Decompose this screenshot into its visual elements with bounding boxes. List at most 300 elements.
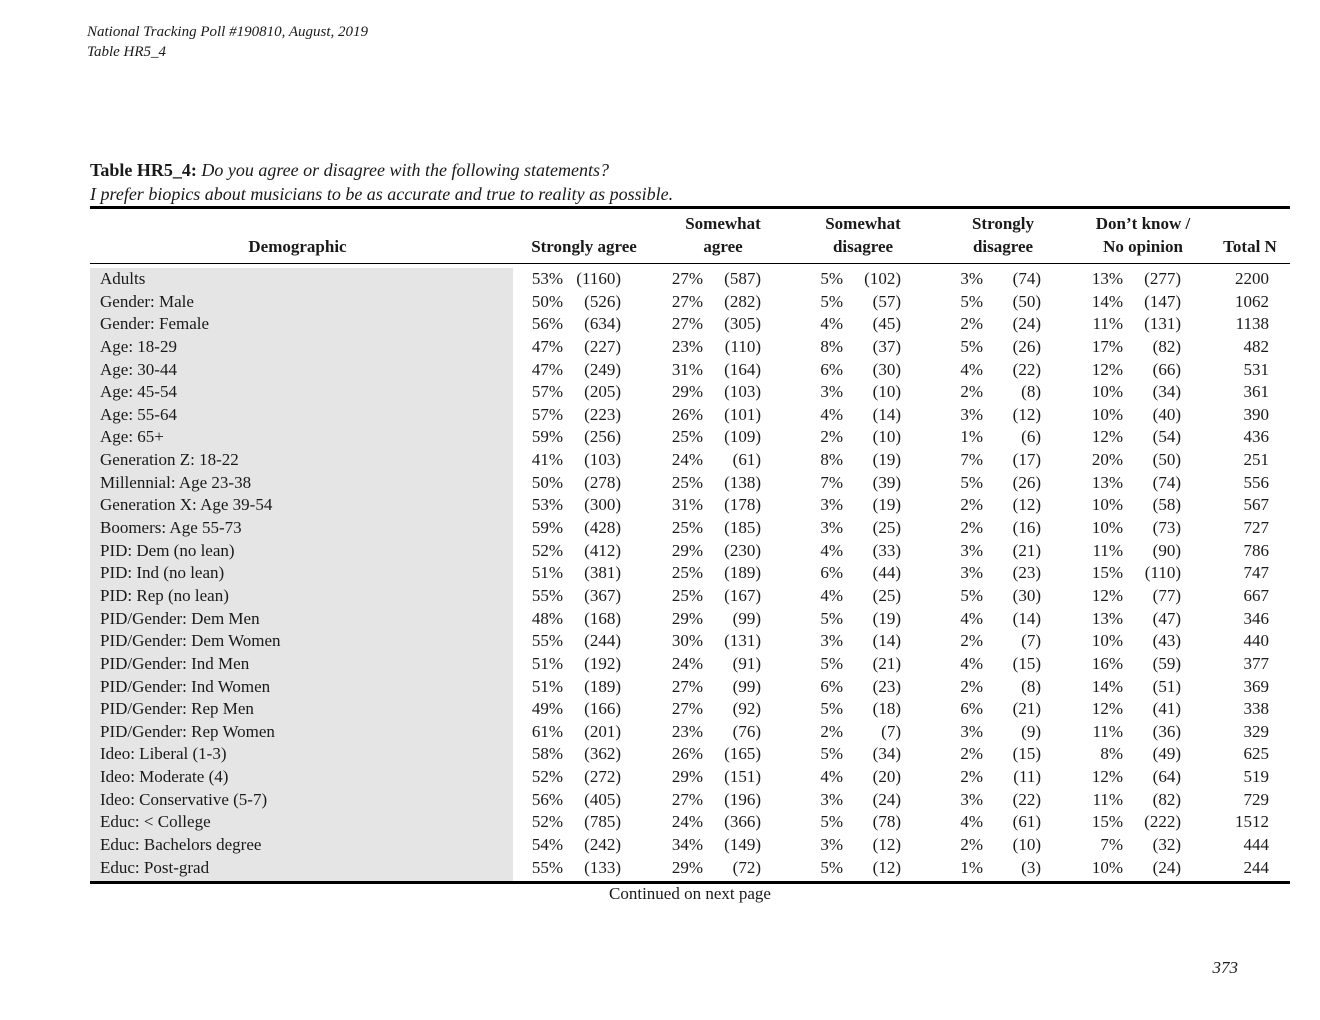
- strongly-disagree-n: (74): [1012, 269, 1041, 288]
- somewhat-disagree-n: (39): [872, 472, 901, 492]
- col-strongly-disagree-line2: disagree: [972, 237, 1034, 256]
- somewhat-disagree-n: (20): [872, 767, 901, 787]
- somewhat-agree-pct: 27%: [671, 676, 703, 696]
- total-n: 244: [1243, 857, 1269, 877]
- strongly-agree-n: (242): [584, 835, 621, 855]
- dont-know-pct: 8%: [1100, 744, 1123, 764]
- somewhat-disagree-pct: 4%: [820, 767, 843, 787]
- dont-know-n: (82): [1152, 336, 1181, 356]
- row-label: PID/Gender: Dem Men: [100, 608, 260, 628]
- dont-know-pct: 15%: [1091, 812, 1123, 832]
- strongly-disagree-n: (14): [1012, 608, 1041, 628]
- dont-know-n: (54): [1152, 427, 1181, 447]
- somewhat-agree-pct: 29%: [671, 382, 703, 402]
- row-label: Millennial: Age 23-38: [100, 472, 252, 492]
- table-body: [90, 268, 1290, 879]
- strongly-disagree-pct: 5%: [960, 472, 983, 492]
- somewhat-agree-n: (164): [724, 359, 761, 379]
- strongly-disagree-pct: 2%: [960, 676, 983, 696]
- strongly-disagree-n: (10): [1012, 835, 1041, 855]
- somewhat-agree-pct: 27%: [671, 269, 703, 288]
- strongly-agree-n: (381): [584, 563, 621, 583]
- strongly-disagree-n: (30): [1012, 585, 1041, 605]
- dont-know-n: (47): [1152, 608, 1181, 628]
- strongly-agree-pct: 53%: [531, 269, 563, 288]
- dont-know-pct: 13%: [1091, 608, 1123, 628]
- dont-know-pct: 12%: [1091, 427, 1123, 447]
- somewhat-agree-n: (109): [724, 427, 761, 447]
- table-row: [90, 426, 1290, 449]
- total-n: 482: [1243, 336, 1269, 356]
- table-row: [90, 743, 1290, 766]
- dont-know-pct: 12%: [1091, 585, 1123, 605]
- strongly-agree-n: (362): [584, 744, 621, 764]
- somewhat-agree-n: (61): [732, 450, 761, 470]
- somewhat-disagree-pct: 8%: [820, 450, 843, 470]
- somewhat-disagree-pct: 5%: [820, 653, 843, 673]
- somewhat-agree-pct: 25%: [671, 427, 703, 447]
- table-row: [90, 789, 1290, 812]
- strongly-disagree-n: (21): [1012, 540, 1041, 560]
- strongly-disagree-n: (8): [1021, 382, 1041, 402]
- somewhat-disagree-n: (34): [872, 744, 901, 764]
- col-demographic: Demographic: [248, 237, 347, 256]
- somewhat-disagree-n: (78): [872, 812, 901, 832]
- dont-know-pct: 10%: [1091, 382, 1123, 402]
- col-somewhat-disagree-line2: disagree: [832, 237, 894, 256]
- strongly-disagree-n: (9): [1021, 721, 1041, 741]
- strongly-disagree-n: (8): [1021, 676, 1041, 696]
- total-n: 1138: [1235, 314, 1269, 334]
- dont-know-n: (82): [1152, 789, 1181, 809]
- strongly-agree-pct: 53%: [531, 495, 563, 515]
- table-row: [90, 449, 1290, 472]
- col-somewhat-agree-line1: Somewhat: [685, 214, 761, 233]
- somewhat-disagree-n: (45): [872, 314, 901, 334]
- strongly-disagree-pct: 2%: [960, 835, 983, 855]
- somewhat-agree-pct: 24%: [671, 812, 703, 832]
- table-row: [90, 653, 1290, 676]
- top-rule: [90, 206, 1290, 209]
- somewhat-agree-pct: 24%: [671, 653, 703, 673]
- strongly-agree-n: (133): [584, 857, 621, 877]
- strongly-agree-pct: 55%: [531, 857, 563, 877]
- dont-know-pct: 16%: [1091, 653, 1123, 673]
- somewhat-agree-n: (151): [724, 767, 761, 787]
- somewhat-agree-n: (230): [724, 540, 761, 560]
- dont-know-pct: 12%: [1091, 699, 1123, 719]
- somewhat-disagree-pct: 2%: [820, 721, 843, 741]
- somewhat-disagree-pct: 3%: [820, 789, 843, 809]
- somewhat-agree-n: (149): [724, 835, 761, 855]
- table-row: [90, 721, 1290, 744]
- col-strongly-agree: Strongly agree: [531, 237, 637, 256]
- somewhat-disagree-n: (10): [872, 427, 901, 447]
- total-n: 729: [1243, 789, 1269, 809]
- col-dont-know-line1: Don’t know /: [1095, 214, 1191, 233]
- strongly-agree-pct: 54%: [531, 835, 563, 855]
- somewhat-agree-n: (185): [724, 518, 761, 538]
- strongly-agree-n: (1160): [576, 269, 621, 288]
- dont-know-n: (131): [1144, 314, 1181, 334]
- strongly-agree-pct: 47%: [531, 336, 563, 356]
- strongly-disagree-pct: 3%: [960, 721, 983, 741]
- row-label: PID: Rep (no lean): [100, 585, 229, 605]
- table-row: [90, 630, 1290, 653]
- strongly-agree-n: (256): [584, 427, 621, 447]
- table-question: Do you agree or disagree with the following statements?: [201, 160, 609, 180]
- col-somewhat-agree-line2: agree: [703, 237, 743, 256]
- total-n: 390: [1243, 404, 1269, 424]
- strongly-agree-pct: 55%: [531, 631, 563, 651]
- strongly-agree-pct: 56%: [531, 789, 563, 809]
- col-total-n: Total N: [1223, 237, 1277, 256]
- dont-know-pct: 11%: [1092, 540, 1123, 560]
- somewhat-agree-pct: 25%: [671, 518, 703, 538]
- strongly-agree-pct: 57%: [531, 404, 563, 424]
- somewhat-agree-pct: 27%: [671, 699, 703, 719]
- somewhat-disagree-pct: 3%: [820, 518, 843, 538]
- table-row: [90, 494, 1290, 517]
- somewhat-disagree-pct: 5%: [820, 291, 843, 311]
- row-label: Educ: Post-grad: [100, 857, 210, 877]
- strongly-agree-pct: 59%: [531, 518, 563, 538]
- table-row: [90, 268, 1290, 291]
- row-label: Adults: [100, 269, 146, 288]
- dont-know-pct: 7%: [1100, 835, 1123, 855]
- somewhat-agree-pct: 29%: [671, 767, 703, 787]
- total-n: 667: [1243, 585, 1269, 605]
- somewhat-disagree-pct: 4%: [820, 404, 843, 424]
- strongly-disagree-n: (6): [1021, 427, 1041, 447]
- strongly-agree-pct: 56%: [531, 314, 563, 334]
- dont-know-n: (24): [1152, 857, 1181, 877]
- somewhat-disagree-pct: 5%: [820, 744, 843, 764]
- strongly-disagree-n: (24): [1012, 314, 1041, 334]
- somewhat-disagree-n: (25): [872, 585, 901, 605]
- table-row: [90, 381, 1290, 404]
- total-n: 444: [1243, 835, 1269, 855]
- somewhat-agree-n: (587): [724, 269, 761, 288]
- dont-know-pct: 20%: [1091, 450, 1123, 470]
- somewhat-agree-pct: 23%: [671, 721, 703, 741]
- strongly-agree-n: (103): [584, 450, 621, 470]
- dont-know-pct: 14%: [1091, 291, 1123, 311]
- dont-know-pct: 12%: [1091, 359, 1123, 379]
- strongly-disagree-pct: 2%: [960, 744, 983, 764]
- dont-know-n: (34): [1152, 382, 1181, 402]
- somewhat-disagree-pct: 5%: [820, 269, 843, 288]
- somewhat-agree-pct: 31%: [671, 495, 703, 515]
- dont-know-pct: 10%: [1091, 518, 1123, 538]
- strongly-disagree-n: (17): [1012, 450, 1041, 470]
- dont-know-n: (74): [1152, 472, 1181, 492]
- table-statement: I prefer biopics about musicians to be as accurate and true to reality as possible.: [90, 184, 674, 204]
- strongly-disagree-pct: 4%: [960, 812, 983, 832]
- total-n: 531: [1243, 359, 1269, 379]
- somewhat-disagree-n: (14): [872, 404, 901, 424]
- somewhat-agree-pct: 31%: [671, 359, 703, 379]
- dont-know-pct: 17%: [1091, 336, 1123, 356]
- strongly-agree-n: (634): [584, 314, 621, 334]
- somewhat-disagree-pct: 3%: [820, 495, 843, 515]
- somewhat-agree-n: (138): [724, 472, 761, 492]
- somewhat-disagree-n: (24): [872, 789, 901, 809]
- dont-know-pct: 10%: [1091, 495, 1123, 515]
- strongly-agree-n: (428): [584, 518, 621, 538]
- somewhat-agree-pct: 34%: [671, 835, 703, 855]
- somewhat-disagree-pct: 5%: [820, 699, 843, 719]
- total-n: 251: [1243, 450, 1269, 470]
- somewhat-agree-pct: 29%: [671, 608, 703, 628]
- strongly-disagree-n: (22): [1012, 789, 1041, 809]
- strongly-disagree-pct: 2%: [960, 314, 983, 334]
- strongly-disagree-pct: 6%: [960, 699, 983, 719]
- table-row: [90, 834, 1290, 857]
- strongly-disagree-n: (12): [1012, 495, 1041, 515]
- table-row: [90, 585, 1290, 608]
- total-n: 786: [1243, 540, 1269, 560]
- table-row: [90, 857, 1290, 880]
- strongly-agree-n: (367): [584, 585, 621, 605]
- table-row: [90, 698, 1290, 721]
- strongly-agree-n: (227): [584, 336, 621, 356]
- somewhat-agree-n: (76): [732, 721, 761, 741]
- dont-know-pct: 10%: [1091, 631, 1123, 651]
- strongly-agree-n: (405): [584, 789, 621, 809]
- strongly-agree-pct: 50%: [531, 472, 563, 492]
- col-strongly-disagree-line1: Strongly: [971, 214, 1035, 233]
- total-n: 329: [1243, 721, 1269, 741]
- total-n: 727: [1243, 518, 1269, 538]
- somewhat-disagree-n: (30): [872, 359, 901, 379]
- row-label: Boomers: Age 55-73: [100, 518, 242, 538]
- total-n: 625: [1243, 744, 1269, 764]
- dont-know-pct: 10%: [1091, 404, 1123, 424]
- dont-know-pct: 11%: [1092, 721, 1123, 741]
- strongly-disagree-n: (61): [1012, 812, 1041, 832]
- dont-know-n: (40): [1152, 404, 1181, 424]
- somewhat-disagree-pct: 4%: [820, 585, 843, 605]
- total-n: 440: [1243, 631, 1269, 651]
- somewhat-agree-n: (91): [732, 653, 761, 673]
- strongly-agree-pct: 41%: [531, 450, 563, 470]
- strongly-disagree-pct: 3%: [960, 269, 983, 288]
- strongly-disagree-n: (15): [1012, 653, 1041, 673]
- strongly-disagree-n: (22): [1012, 359, 1041, 379]
- total-n: 567: [1243, 495, 1269, 515]
- total-n: 369: [1243, 676, 1269, 696]
- somewhat-disagree-n: (19): [872, 608, 901, 628]
- dont-know-n: (277): [1144, 269, 1181, 288]
- total-n: 377: [1243, 653, 1269, 673]
- col-somewhat-disagree-line1: Somewhat: [825, 214, 901, 233]
- somewhat-agree-n: (103): [724, 382, 761, 402]
- row-label: Age: 30-44: [100, 359, 177, 379]
- row-label: PID/Gender: Rep Men: [100, 699, 254, 719]
- somewhat-agree-pct: 27%: [671, 291, 703, 311]
- row-label: PID: Dem (no lean): [100, 540, 235, 560]
- table-row: [90, 811, 1290, 834]
- table-row: [90, 291, 1290, 314]
- somewhat-disagree-pct: 3%: [820, 631, 843, 651]
- strongly-disagree-n: (50): [1012, 291, 1041, 311]
- somewhat-agree-n: (99): [732, 608, 761, 628]
- row-label: Age: 18-29: [100, 336, 177, 356]
- strongly-agree-n: (166): [584, 699, 621, 719]
- dont-know-pct: 14%: [1091, 676, 1123, 696]
- strongly-agree-pct: 61%: [531, 721, 563, 741]
- somewhat-disagree-pct: 3%: [820, 382, 843, 402]
- strongly-disagree-pct: 1%: [960, 427, 983, 447]
- dont-know-n: (50): [1152, 450, 1181, 470]
- row-label: PID/Gender: Dem Women: [100, 631, 281, 651]
- strongly-agree-n: (526): [584, 291, 621, 311]
- somewhat-disagree-pct: 6%: [820, 676, 843, 696]
- somewhat-agree-n: (305): [724, 314, 761, 334]
- somewhat-agree-n: (72): [732, 857, 761, 877]
- somewhat-disagree-pct: 5%: [820, 812, 843, 832]
- row-label: Educ: < College: [100, 812, 211, 832]
- table-label: Table HR5_4:: [90, 160, 197, 180]
- row-label: Gender: Female: [100, 314, 210, 334]
- row-label: PID/Gender: Rep Women: [100, 721, 275, 741]
- somewhat-agree-n: (366): [724, 812, 761, 832]
- strongly-disagree-n: (16): [1012, 518, 1041, 538]
- dont-know-n: (147): [1144, 291, 1181, 311]
- somewhat-agree-n: (167): [724, 585, 761, 605]
- dont-know-n: (36): [1152, 721, 1181, 741]
- dont-know-n: (32): [1152, 835, 1181, 855]
- somewhat-disagree-n: (14): [872, 631, 901, 651]
- table-row: [90, 676, 1290, 699]
- somewhat-disagree-n: (21): [872, 653, 901, 673]
- strongly-agree-pct: 51%: [531, 676, 563, 696]
- row-label: Generation Z: 18-22: [100, 450, 239, 470]
- somewhat-disagree-n: (7): [881, 721, 901, 741]
- strongly-disagree-n: (3): [1021, 857, 1041, 877]
- somewhat-disagree-n: (23): [872, 676, 901, 696]
- strongly-disagree-pct: 3%: [960, 404, 983, 424]
- page-number: 373: [1212, 958, 1238, 977]
- strongly-disagree-pct: 5%: [960, 585, 983, 605]
- table-row: [90, 540, 1290, 563]
- somewhat-agree-n: (196): [724, 789, 761, 809]
- dont-know-n: (110): [1144, 563, 1181, 583]
- somewhat-disagree-n: (57): [872, 291, 901, 311]
- somewhat-disagree-pct: 7%: [820, 472, 843, 492]
- table-row: [90, 404, 1290, 427]
- strongly-disagree-pct: 2%: [960, 382, 983, 402]
- row-label: Ideo: Moderate (4): [100, 767, 229, 787]
- strongly-agree-pct: 51%: [531, 653, 563, 673]
- strongly-agree-pct: 51%: [531, 563, 563, 583]
- row-label: Age: 65+: [100, 427, 164, 447]
- somewhat-agree-pct: 30%: [671, 631, 703, 651]
- somewhat-agree-pct: 25%: [671, 585, 703, 605]
- strongly-agree-pct: 52%: [531, 812, 563, 832]
- dont-know-n: (222): [1144, 812, 1181, 832]
- strongly-agree-pct: 48%: [531, 608, 563, 628]
- somewhat-disagree-pct: 6%: [820, 359, 843, 379]
- strongly-agree-pct: 55%: [531, 585, 563, 605]
- somewhat-agree-n: (131): [724, 631, 761, 651]
- running-header: [87, 22, 368, 62]
- somewhat-agree-pct: 24%: [671, 450, 703, 470]
- strongly-disagree-pct: 4%: [960, 359, 983, 379]
- strongly-disagree-pct: 2%: [960, 495, 983, 515]
- row-label: Age: 45-54: [100, 382, 177, 402]
- somewhat-agree-n: (110): [724, 336, 761, 356]
- somewhat-disagree-pct: 3%: [820, 835, 843, 855]
- strongly-agree-n: (244): [584, 631, 621, 651]
- somewhat-disagree-n: (25): [872, 518, 901, 538]
- somewhat-disagree-n: (33): [872, 540, 901, 560]
- strongly-agree-n: (785): [584, 812, 621, 832]
- strongly-disagree-pct: 4%: [960, 653, 983, 673]
- somewhat-agree-n: (101): [724, 404, 761, 424]
- row-label: PID: Ind (no lean): [100, 563, 225, 583]
- table-row: [90, 359, 1290, 382]
- strongly-agree-n: (223): [584, 404, 621, 424]
- table-row: [90, 517, 1290, 540]
- somewhat-disagree-n: (18): [872, 699, 901, 719]
- total-n: 436: [1243, 427, 1269, 447]
- dont-know-n: (64): [1152, 767, 1181, 787]
- strongly-agree-n: (249): [584, 359, 621, 379]
- somewhat-agree-n: (189): [724, 563, 761, 583]
- strongly-agree-n: (189): [584, 676, 621, 696]
- somewhat-disagree-n: (19): [872, 495, 901, 515]
- strongly-agree-n: (278): [584, 472, 621, 492]
- table-title: [90, 158, 673, 206]
- row-label: Gender: Male: [100, 291, 194, 311]
- somewhat-disagree-pct: 5%: [820, 857, 843, 877]
- strongly-agree-pct: 58%: [531, 744, 563, 764]
- total-n: 1512: [1235, 812, 1269, 832]
- row-label: PID/Gender: Ind Men: [100, 653, 250, 673]
- somewhat-agree-n: (99): [732, 676, 761, 696]
- somewhat-disagree-pct: 2%: [820, 427, 843, 447]
- table-row: [90, 766, 1290, 789]
- strongly-agree-pct: 49%: [531, 699, 563, 719]
- somewhat-disagree-n: (44): [872, 563, 901, 583]
- row-label: PID/Gender: Ind Women: [100, 676, 271, 696]
- somewhat-agree-pct: 27%: [671, 789, 703, 809]
- strongly-disagree-pct: 4%: [960, 608, 983, 628]
- somewhat-disagree-pct: 4%: [820, 314, 843, 334]
- total-n: 338: [1243, 699, 1269, 719]
- strongly-disagree-n: (26): [1012, 472, 1041, 492]
- somewhat-agree-n: (92): [732, 699, 761, 719]
- somewhat-agree-pct: 27%: [671, 314, 703, 334]
- total-n: 519: [1243, 767, 1269, 787]
- strongly-agree-n: (192): [584, 653, 621, 673]
- total-n: 556: [1243, 472, 1269, 492]
- table-row: [90, 336, 1290, 359]
- strongly-agree-n: (412): [584, 540, 621, 560]
- somewhat-disagree-n: (19): [872, 450, 901, 470]
- row-label: Ideo: Conservative (5-7): [100, 789, 268, 809]
- strongly-disagree-pct: 3%: [960, 789, 983, 809]
- dont-know-pct: 11%: [1092, 789, 1123, 809]
- dont-know-n: (51): [1152, 676, 1181, 696]
- somewhat-disagree-pct: 5%: [820, 608, 843, 628]
- strongly-agree-pct: 47%: [531, 359, 563, 379]
- strongly-disagree-pct: 5%: [960, 291, 983, 311]
- strongly-agree-n: (300): [584, 495, 621, 515]
- dont-know-n: (49): [1152, 744, 1181, 764]
